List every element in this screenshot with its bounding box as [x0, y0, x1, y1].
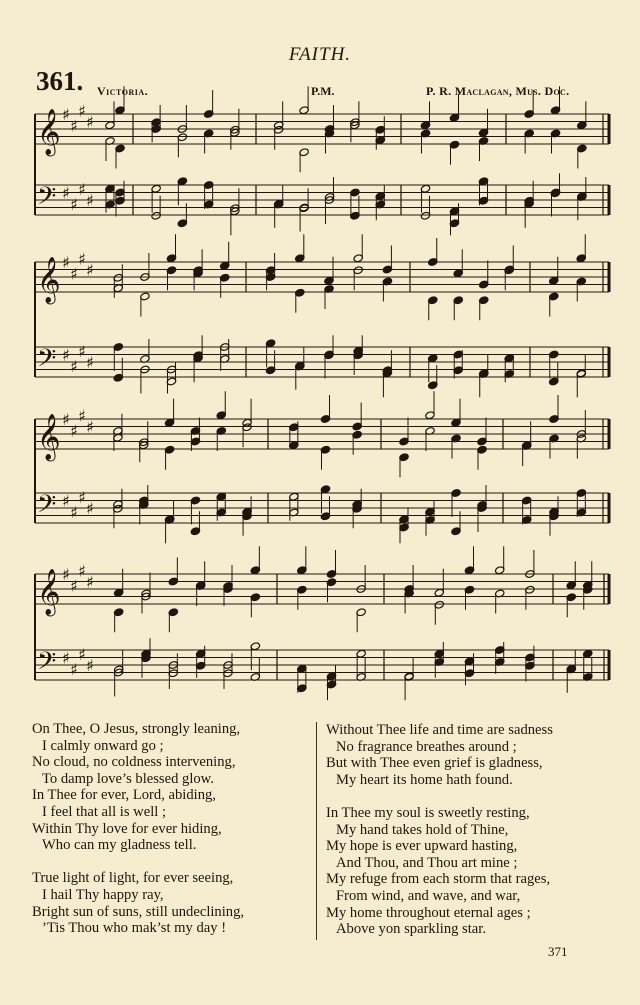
note-chord [525, 646, 535, 682]
lyric-line: Bright sun of suns, still undeclining, [32, 903, 245, 920]
key-signature [62, 561, 94, 595]
lyric-line: I calmly onward go ; [42, 737, 164, 754]
composer-credit: P. R. Maclagan, Mus. Doc. [426, 84, 570, 98]
note-chord [139, 421, 149, 462]
sharp-icon: ♯ [62, 183, 70, 203]
note-chord [113, 569, 123, 633]
note-chord [425, 500, 435, 536]
note-chord [382, 246, 392, 302]
note-chord [356, 565, 366, 632]
note-chord [177, 105, 187, 157]
note-chord [230, 188, 240, 235]
lyric-line: To damp love’s blessed glow. [42, 770, 214, 787]
sharp-icon: ♯ [86, 656, 94, 675]
tune-name: Victoria. [97, 84, 149, 98]
music-system [35, 234, 609, 397]
sharp-icon: ♯ [86, 417, 94, 437]
note-chord [139, 485, 149, 525]
column-divider [316, 722, 317, 940]
note-chord [477, 418, 487, 470]
note-chord [549, 257, 559, 317]
sharp-icon: ♯ [62, 345, 70, 365]
note-chord [399, 508, 409, 544]
lyric-line: ’Tis Thou who mak’st my day ! [42, 920, 227, 937]
note-chord [495, 546, 505, 613]
lyric-line: My hope is ever upward hasting, [326, 838, 518, 855]
bass-staff [35, 645, 609, 682]
sharp-icon: ♯ [86, 112, 94, 132]
lyric-line: Who can my gladness tell. [42, 837, 197, 854]
note-chord [168, 653, 178, 689]
meter: P.M. [311, 84, 335, 98]
note-chord [115, 181, 125, 217]
lyrics-left-column [32, 721, 244, 953]
note-chord [382, 350, 392, 397]
sharp-icon: ♯ [78, 101, 86, 121]
note-chord [504, 354, 514, 382]
note-chord [195, 561, 205, 606]
note-chord [425, 391, 435, 451]
note-chord [295, 234, 305, 313]
sharp-icon: ♯ [86, 572, 94, 592]
note-chord [550, 86, 560, 153]
note-chord [168, 558, 178, 633]
note-chord [525, 550, 535, 610]
note-chord [274, 185, 284, 228]
note-chord [577, 177, 587, 220]
lyric-line: From wind, and wave, and war, [336, 887, 521, 904]
note-chord [203, 181, 213, 209]
sharp-icon: ♯ [62, 491, 70, 511]
sharp-icon: ♯ [78, 179, 86, 199]
note-chord [113, 650, 123, 697]
sharp-icon: ♯ [78, 249, 86, 269]
lyric-line: In Thee for ever, Lord, abiding, [32, 787, 216, 804]
key-signature [62, 406, 94, 440]
sharp-icon: ♯ [70, 421, 78, 441]
treble-clef-icon: 𝄞 [37, 257, 61, 303]
note-chord [504, 246, 514, 291]
note-chord [242, 399, 252, 448]
note-chord [297, 546, 307, 610]
sharp-icon: ♯ [62, 410, 70, 429]
note-chord [320, 395, 330, 470]
note-chord [521, 421, 531, 466]
note-chord [326, 550, 336, 602]
lyric-line: I feel that all is well ; [42, 803, 167, 820]
sharp-icon: ♯ [70, 576, 78, 596]
note-chord [295, 347, 305, 390]
sharp-icon: ♯ [78, 561, 86, 581]
note-chord [428, 238, 438, 320]
sharp-icon: ♯ [86, 353, 94, 372]
note-chord [583, 561, 593, 610]
lyric-line: My home throughout eternal ages ; [326, 904, 531, 921]
lyric-line: No cloud, no coldness intervening, [32, 754, 236, 771]
music-system [35, 546, 609, 700]
music-system [35, 86, 609, 235]
note-chord [190, 418, 200, 452]
hymn-number: 361. [36, 66, 84, 96]
note-chord [105, 101, 115, 161]
note-chord [216, 492, 226, 520]
sharp-icon: ♯ [62, 105, 70, 124]
note-chord [576, 489, 586, 517]
note-chord [451, 399, 461, 459]
sharp-icon: ♯ [70, 194, 78, 214]
lyric-line: True light of light, for ever seeing, [32, 870, 234, 887]
note-chord [177, 177, 187, 228]
key-signature [62, 249, 94, 283]
sharp-icon: ♯ [62, 253, 70, 272]
lyric-line: Within Thy love for ever hiding, [32, 820, 222, 837]
sharp-icon: ♯ [78, 406, 86, 426]
note-chord [521, 496, 531, 524]
note-chord [350, 188, 360, 220]
lyric-line: Above yon sparkling star. [336, 921, 486, 938]
sharp-icon: ♯ [70, 264, 78, 284]
note-chord [453, 350, 463, 378]
lyric-line: My hand takes hold of Thine, [336, 821, 509, 838]
treble-staff [35, 249, 609, 305]
note-chord [479, 354, 489, 397]
note-chord [353, 335, 363, 375]
sharp-icon: ♯ [62, 565, 70, 584]
note-chord [299, 188, 309, 231]
lyric-line: And Thou, and Thou art mine ; [336, 854, 518, 871]
sharp-icon: ♯ [62, 648, 70, 668]
note-chord [223, 565, 233, 606]
note-chord [464, 546, 474, 610]
note-chord [478, 109, 488, 161]
note-chord [250, 642, 260, 682]
note-chord [274, 101, 284, 150]
note-chord [242, 496, 252, 536]
lyric-line: I hail Thy happy ray, [42, 886, 164, 903]
note-chord [352, 403, 362, 455]
note-chord [193, 335, 203, 382]
page-title: FAITH. [288, 44, 352, 65]
note-chord [576, 234, 586, 301]
note-chord [477, 485, 487, 532]
note-chord [141, 573, 151, 614]
lyric-line: My heart its home hath found. [336, 771, 513, 788]
note-chord [324, 177, 334, 224]
lyric-line: My refuge from each storm that rages, [326, 871, 551, 888]
note-chord [115, 86, 125, 168]
stanza [32, 721, 244, 854]
note-chord [324, 257, 334, 309]
note-chord [105, 184, 115, 212]
sharp-icon: ♯ [70, 356, 78, 376]
lyric-line: But with Thee even grief is gladness, [326, 755, 543, 772]
note-chord [320, 485, 330, 521]
note-chord [164, 500, 174, 543]
note-chord [549, 496, 559, 536]
note-chord [576, 354, 586, 397]
note-chord [297, 664, 307, 692]
note-chord [549, 350, 559, 386]
bass-clef-icon: 𝄢 [37, 344, 57, 379]
note-chord [451, 489, 461, 536]
sharp-icon: ♯ [86, 499, 94, 518]
sharp-icon: ♯ [86, 260, 94, 280]
sharp-icon: ♯ [70, 659, 78, 679]
bass-clef-icon: 𝄢 [37, 647, 57, 682]
stanza [326, 805, 553, 938]
bass-clef-icon: 𝄢 [37, 182, 57, 217]
stanza [32, 870, 244, 936]
note-chord [324, 335, 334, 378]
sharp-icon: ♯ [78, 341, 86, 361]
sharp-icon: ♯ [70, 116, 78, 136]
note-chord [324, 105, 334, 154]
note-chord [216, 391, 226, 451]
lyric-line: In Thee my soul is sweetly resting, [326, 804, 530, 821]
note-chord [428, 354, 438, 390]
note-chord [141, 638, 151, 678]
sharp-icon: ♯ [70, 502, 78, 522]
sharp-icon: ♯ [86, 191, 94, 210]
page-number: 371 [548, 944, 568, 959]
lyrics-right-column [326, 722, 553, 954]
note-chord [577, 101, 587, 168]
treble-clef-icon: 𝄞 [37, 109, 61, 155]
note-chord [550, 173, 560, 216]
bass-clef-icon: 𝄢 [37, 490, 57, 525]
note-chord [326, 665, 336, 701]
treble-clef-icon: 𝄞 [37, 414, 61, 460]
music-system [35, 391, 609, 543]
note-chord [223, 653, 233, 689]
note-chord [289, 421, 299, 449]
lyric-line: No fragrance breathes around ; [336, 738, 517, 755]
note-chord [404, 657, 414, 700]
note-chord [524, 181, 534, 228]
lyric-line: On Thee, O Jesus, strongly leaning, [32, 721, 241, 737]
treble-clef-icon: 𝄞 [37, 569, 61, 615]
lyric-line: Without Thee life and time are sadness [326, 722, 553, 738]
stanza [326, 722, 553, 788]
note-chord [404, 565, 414, 614]
note-chord [265, 339, 275, 375]
sharp-icon: ♯ [78, 487, 86, 507]
sharp-icon: ♯ [78, 644, 86, 664]
note-chord [449, 203, 459, 235]
note-chord [289, 492, 299, 520]
key-signature [62, 101, 94, 135]
note-chord [352, 489, 362, 529]
note-chord [420, 101, 430, 153]
note-chord [478, 177, 488, 205]
note-chord [566, 650, 576, 693]
